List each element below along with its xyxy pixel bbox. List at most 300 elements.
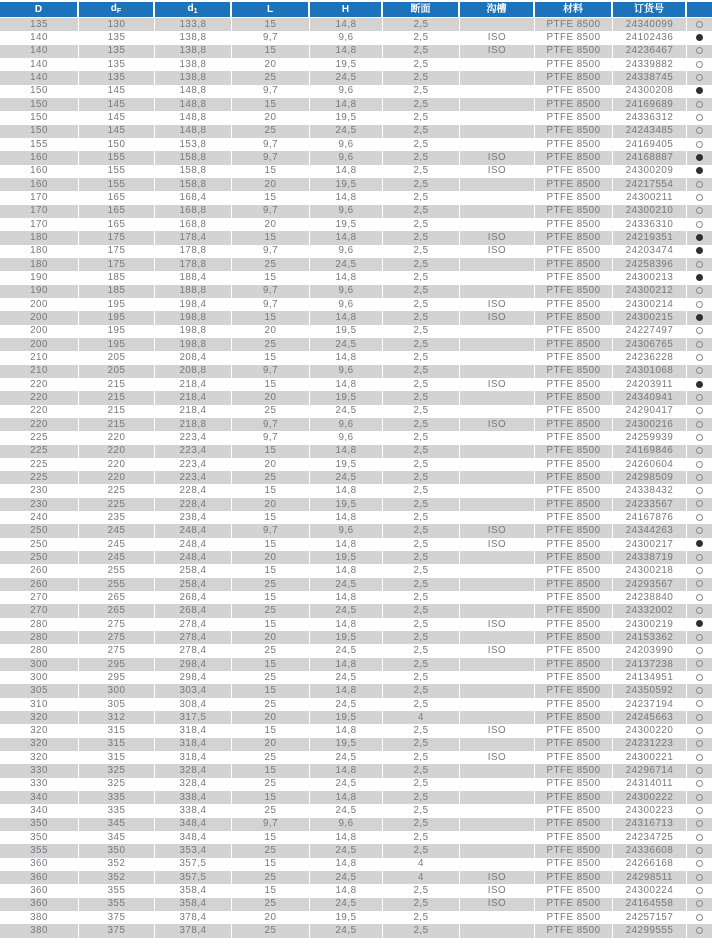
cell-status: [687, 924, 712, 937]
table-row: [0, 684, 712, 697]
cell-material: PTFE 8500: [535, 231, 613, 244]
cell-d1: 178,4: [155, 231, 232, 244]
cell-groove: [460, 405, 535, 418]
cell-order_no: 24300210: [613, 205, 687, 218]
cell-material: PTFE 8500: [535, 111, 613, 124]
cell-l: 15: [232, 684, 310, 697]
col-header-material: 材料: [535, 2, 613, 18]
cell-h: 24,5: [310, 258, 383, 271]
cell-l: 25: [232, 338, 310, 351]
cell-d: 305: [0, 684, 79, 697]
cell-d1: 357,5: [155, 858, 232, 871]
cell-d: 155: [0, 138, 79, 151]
cell-d: 160: [0, 178, 79, 191]
cell-status: [687, 178, 712, 191]
cell-groove: ISO: [460, 231, 535, 244]
cell-order_no: 24219351: [613, 231, 687, 244]
cell-section: 2,5: [383, 498, 460, 511]
cell-l: 15: [232, 884, 310, 897]
cell-order_no: 24339882: [613, 58, 687, 71]
hollow-dot-icon: [696, 580, 703, 587]
table-row: [0, 791, 712, 804]
hollow-dot-icon: [696, 714, 703, 721]
cell-d1: 353,4: [155, 844, 232, 857]
cell-d: 330: [0, 778, 79, 791]
cell-status: [687, 791, 712, 804]
cell-l: 25: [232, 698, 310, 711]
cell-df: 225: [79, 484, 155, 497]
cell-h: 9,6: [310, 431, 383, 444]
cell-d1: 328,4: [155, 764, 232, 777]
table-row: [0, 98, 712, 111]
cell-section: 2,5: [383, 538, 460, 551]
cell-material: PTFE 8500: [535, 898, 613, 911]
cell-material: PTFE 8500: [535, 858, 613, 871]
cell-order_no: 24231223: [613, 738, 687, 751]
cell-d1: 218,8: [155, 418, 232, 431]
cell-d: 160: [0, 165, 79, 178]
cell-groove: [460, 98, 535, 111]
cell-h: 24,5: [310, 578, 383, 591]
cell-d1: 138,8: [155, 58, 232, 71]
table-row: [0, 898, 712, 911]
hollow-dot-icon: [696, 927, 703, 934]
cell-order_no: 24203911: [613, 378, 687, 391]
cell-d1: 258,4: [155, 564, 232, 577]
cell-section: 2,5: [383, 391, 460, 404]
table-row: [0, 191, 712, 204]
cell-status: [687, 524, 712, 537]
cell-material: PTFE 8500: [535, 658, 613, 671]
cell-l: 15: [232, 564, 310, 577]
cell-d1: 168,8: [155, 205, 232, 218]
cell-status: [687, 591, 712, 604]
cell-section: 2,5: [383, 671, 460, 684]
hollow-dot-icon: [696, 487, 703, 494]
cell-material: PTFE 8500: [535, 911, 613, 924]
cell-status: [687, 764, 712, 777]
cell-order_no: 24293567: [613, 578, 687, 591]
table-row: [0, 405, 712, 418]
cell-l: 9,7: [232, 85, 310, 98]
cell-h: 19,5: [310, 911, 383, 924]
cell-status: [687, 71, 712, 84]
cell-status: [687, 285, 712, 298]
hollow-dot-icon: [696, 874, 703, 881]
cell-h: 19,5: [310, 325, 383, 338]
cell-d: 280: [0, 631, 79, 644]
cell-groove: [460, 578, 535, 591]
cell-section: 2,5: [383, 258, 460, 271]
cell-l: 9,7: [232, 31, 310, 44]
cell-df: 145: [79, 125, 155, 138]
cell-status: [687, 804, 712, 817]
cell-section: 2,5: [383, 58, 460, 71]
table-row: [0, 391, 712, 404]
cell-l: 20: [232, 58, 310, 71]
cell-status: [687, 711, 712, 724]
hollow-dot-icon: [696, 914, 703, 921]
cell-material: PTFE 8500: [535, 458, 613, 471]
cell-d1: 138,8: [155, 71, 232, 84]
cell-section: 2,5: [383, 658, 460, 671]
cell-l: 20: [232, 498, 310, 511]
cell-d1: 198,4: [155, 298, 232, 311]
cell-status: [687, 258, 712, 271]
cell-d: 200: [0, 338, 79, 351]
cell-l: 25: [232, 671, 310, 684]
table-row: [0, 658, 712, 671]
cell-status: [687, 511, 712, 524]
cell-section: 2,5: [383, 644, 460, 657]
cell-material: PTFE 8500: [535, 258, 613, 271]
cell-h: 14,8: [310, 618, 383, 631]
cell-order_no: 24243485: [613, 125, 687, 138]
cell-l: 20: [232, 458, 310, 471]
cell-groove: [460, 698, 535, 711]
cell-status: [687, 325, 712, 338]
cell-d1: 358,4: [155, 884, 232, 897]
cell-section: 2,5: [383, 338, 460, 351]
cell-d1: 238,4: [155, 511, 232, 524]
cell-l: 15: [232, 724, 310, 737]
cell-l: 25: [232, 804, 310, 817]
cell-l: 25: [232, 71, 310, 84]
cell-h: 14,8: [310, 538, 383, 551]
cell-h: 24,5: [310, 804, 383, 817]
cell-d: 300: [0, 671, 79, 684]
cell-l: 9,7: [232, 818, 310, 831]
cell-d: 210: [0, 351, 79, 364]
cell-d1: 378,4: [155, 924, 232, 937]
cell-l: 15: [232, 165, 310, 178]
cell-section: 4: [383, 858, 460, 871]
table-row: [0, 325, 712, 338]
cell-status: [687, 298, 712, 311]
cell-d1: 223,4: [155, 445, 232, 458]
cell-section: 2,5: [383, 445, 460, 458]
cell-material: PTFE 8500: [535, 511, 613, 524]
cell-d: 200: [0, 298, 79, 311]
cell-d1: 278,4: [155, 631, 232, 644]
cell-order_no: 24236467: [613, 45, 687, 58]
cell-material: PTFE 8500: [535, 365, 613, 378]
cell-h: 14,8: [310, 511, 383, 524]
cell-d1: 158,8: [155, 151, 232, 164]
cell-l: 25: [232, 258, 310, 271]
cell-section: 2,5: [383, 178, 460, 191]
cell-section: 2,5: [383, 431, 460, 444]
col-header-d: D: [0, 2, 79, 18]
cell-l: 15: [232, 764, 310, 777]
cell-order_no: 24350592: [613, 684, 687, 697]
cell-d: 200: [0, 325, 79, 338]
cell-section: 2,5: [383, 831, 460, 844]
cell-material: PTFE 8500: [535, 631, 613, 644]
cell-order_no: 24167876: [613, 511, 687, 524]
cell-status: [687, 45, 712, 58]
cell-d1: 138,8: [155, 45, 232, 58]
cell-df: 150: [79, 138, 155, 151]
cell-material: PTFE 8500: [535, 178, 613, 191]
cell-groove: ISO: [460, 418, 535, 431]
cell-section: 2,5: [383, 511, 460, 524]
cell-status: [687, 31, 712, 44]
cell-status: [687, 18, 712, 31]
cell-df: 265: [79, 604, 155, 617]
cell-h: 9,6: [310, 245, 383, 258]
cell-l: 25: [232, 604, 310, 617]
table-row: [0, 764, 712, 777]
cell-d1: 317,5: [155, 711, 232, 724]
col-header-status: [687, 2, 712, 18]
hollow-dot-icon: [696, 221, 703, 228]
cell-d: 320: [0, 751, 79, 764]
table-row: [0, 271, 712, 284]
cell-material: PTFE 8500: [535, 418, 613, 431]
cell-section: 2,5: [383, 564, 460, 577]
cell-order_no: 24336310: [613, 218, 687, 231]
cell-section: 2,5: [383, 804, 460, 817]
cell-h: 14,8: [310, 658, 383, 671]
cell-section: 2,5: [383, 484, 460, 497]
hollow-dot-icon: [696, 21, 703, 28]
table-row: [0, 538, 712, 551]
cell-df: 195: [79, 298, 155, 311]
cell-material: PTFE 8500: [535, 431, 613, 444]
cell-order_no: 24260604: [613, 458, 687, 471]
cell-h: 9,6: [310, 298, 383, 311]
table-row: [0, 484, 712, 497]
cell-h: 14,8: [310, 484, 383, 497]
cell-d1: 148,8: [155, 125, 232, 138]
cell-d: 360: [0, 898, 79, 911]
cell-d1: 158,8: [155, 165, 232, 178]
cell-df: 275: [79, 644, 155, 657]
cell-df: 312: [79, 711, 155, 724]
cell-df: 195: [79, 338, 155, 351]
cell-status: [687, 138, 712, 151]
table-row: [0, 58, 712, 71]
cell-d1: 258,4: [155, 578, 232, 591]
cell-df: 135: [79, 31, 155, 44]
cell-groove: [460, 325, 535, 338]
cell-d1: 278,4: [155, 644, 232, 657]
cell-section: 2,5: [383, 151, 460, 164]
cell-section: 2,5: [383, 325, 460, 338]
hollow-dot-icon: [696, 767, 703, 774]
cell-groove: [460, 498, 535, 511]
cell-d1: 358,4: [155, 898, 232, 911]
cell-order_no: 24245663: [613, 711, 687, 724]
cell-groove: [460, 191, 535, 204]
cell-material: PTFE 8500: [535, 378, 613, 391]
table-row: [0, 578, 712, 591]
cell-l: 9,7: [232, 151, 310, 164]
cell-section: 4: [383, 871, 460, 884]
hollow-dot-icon: [696, 594, 703, 601]
cell-order_no: 24316713: [613, 818, 687, 831]
cell-l: 20: [232, 911, 310, 924]
cell-order_no: 24300222: [613, 791, 687, 804]
hollow-dot-icon: [696, 820, 703, 827]
cell-l: 25: [232, 898, 310, 911]
cell-h: 14,8: [310, 884, 383, 897]
cell-groove: ISO: [460, 378, 535, 391]
hollow-dot-icon: [696, 500, 703, 507]
cell-df: 245: [79, 524, 155, 537]
cell-groove: [460, 764, 535, 777]
table-row: [0, 311, 712, 324]
cell-df: 255: [79, 578, 155, 591]
cell-status: [687, 858, 712, 871]
table-row: [0, 698, 712, 711]
cell-d: 330: [0, 764, 79, 777]
cell-section: 2,5: [383, 738, 460, 751]
cell-l: 15: [232, 831, 310, 844]
cell-d1: 148,8: [155, 98, 232, 111]
cell-d1: 328,4: [155, 778, 232, 791]
cell-order_no: 24134951: [613, 671, 687, 684]
cell-d1: 228,4: [155, 498, 232, 511]
cell-df: 165: [79, 218, 155, 231]
cell-h: 14,8: [310, 45, 383, 58]
hollow-dot-icon: [696, 794, 703, 801]
cell-h: 24,5: [310, 698, 383, 711]
cell-status: [687, 431, 712, 444]
cell-groove: [460, 671, 535, 684]
cell-df: 315: [79, 738, 155, 751]
cell-section: 2,5: [383, 884, 460, 897]
cell-h: 14,8: [310, 191, 383, 204]
cell-material: PTFE 8500: [535, 445, 613, 458]
table-row: [0, 511, 712, 524]
cell-material: PTFE 8500: [535, 338, 613, 351]
cell-section: 2,5: [383, 724, 460, 737]
cell-df: 225: [79, 498, 155, 511]
cell-groove: [460, 471, 535, 484]
table-row: [0, 71, 712, 84]
cell-d1: 208,8: [155, 365, 232, 378]
table-row: [0, 778, 712, 791]
cell-df: 245: [79, 551, 155, 564]
cell-df: 335: [79, 804, 155, 817]
cell-material: PTFE 8500: [535, 151, 613, 164]
table-row: [0, 711, 712, 724]
hollow-dot-icon: [696, 607, 703, 614]
cell-l: 15: [232, 484, 310, 497]
table-row: [0, 498, 712, 511]
cell-order_no: 24237194: [613, 698, 687, 711]
cell-groove: [460, 71, 535, 84]
cell-df: 145: [79, 98, 155, 111]
cell-groove: ISO: [460, 898, 535, 911]
hollow-dot-icon: [696, 47, 703, 54]
cell-d: 300: [0, 658, 79, 671]
cell-d: 225: [0, 458, 79, 471]
cell-material: PTFE 8500: [535, 618, 613, 631]
cell-l: 9,7: [232, 431, 310, 444]
cell-d1: 308,4: [155, 698, 232, 711]
cell-h: 24,5: [310, 604, 383, 617]
cell-section: 2,5: [383, 458, 460, 471]
cell-material: PTFE 8500: [535, 271, 613, 284]
cell-h: 24,5: [310, 644, 383, 657]
hollow-dot-icon: [696, 887, 703, 894]
cell-material: PTFE 8500: [535, 578, 613, 591]
cell-status: [687, 445, 712, 458]
cell-material: PTFE 8500: [535, 524, 613, 537]
cell-h: 19,5: [310, 458, 383, 471]
cell-groove: ISO: [460, 871, 535, 884]
cell-d: 240: [0, 511, 79, 524]
cell-d1: 248,4: [155, 538, 232, 551]
cell-order_no: 24300216: [613, 418, 687, 431]
cell-groove: [460, 658, 535, 671]
cell-groove: [460, 205, 535, 218]
cell-material: PTFE 8500: [535, 311, 613, 324]
cell-status: [687, 778, 712, 791]
cell-df: 145: [79, 111, 155, 124]
cell-l: 9,7: [232, 245, 310, 258]
cell-df: 295: [79, 658, 155, 671]
cell-l: 25: [232, 578, 310, 591]
cell-material: PTFE 8500: [535, 778, 613, 791]
cell-d1: 198,8: [155, 338, 232, 351]
cell-material: PTFE 8500: [535, 391, 613, 404]
cell-section: 2,5: [383, 351, 460, 364]
cell-status: [687, 484, 712, 497]
cell-status: [687, 98, 712, 111]
cell-d: 150: [0, 125, 79, 138]
cell-order_no: 24300218: [613, 564, 687, 577]
cell-order_no: 24233567: [613, 498, 687, 511]
hollow-dot-icon: [696, 261, 703, 268]
cell-d1: 357,5: [155, 871, 232, 884]
cell-order_no: 24300208: [613, 85, 687, 98]
table-row: [0, 218, 712, 231]
cell-d1: 223,4: [155, 431, 232, 444]
cell-d1: 138,8: [155, 31, 232, 44]
hollow-dot-icon: [696, 674, 703, 681]
filled-dot-icon: [696, 540, 703, 547]
cell-section: 2,5: [383, 764, 460, 777]
cell-material: PTFE 8500: [535, 125, 613, 138]
table-row: [0, 751, 712, 764]
table-row: [0, 831, 712, 844]
cell-material: PTFE 8500: [535, 564, 613, 577]
cell-d: 260: [0, 578, 79, 591]
cell-material: PTFE 8500: [535, 218, 613, 231]
cell-h: 24,5: [310, 871, 383, 884]
hollow-dot-icon: [696, 514, 703, 521]
cell-status: [687, 884, 712, 897]
cell-d1: 228,4: [155, 484, 232, 497]
cell-d: 280: [0, 618, 79, 631]
cell-order_no: 24169405: [613, 138, 687, 151]
cell-h: 24,5: [310, 405, 383, 418]
cell-d: 200: [0, 311, 79, 324]
cell-h: 9,6: [310, 418, 383, 431]
cell-d: 225: [0, 471, 79, 484]
cell-d1: 208,4: [155, 351, 232, 364]
cell-groove: [460, 125, 535, 138]
cell-order_no: 24344263: [613, 524, 687, 537]
cell-h: 14,8: [310, 591, 383, 604]
table-row: [0, 138, 712, 151]
cell-groove: [460, 138, 535, 151]
cell-l: 25: [232, 125, 310, 138]
